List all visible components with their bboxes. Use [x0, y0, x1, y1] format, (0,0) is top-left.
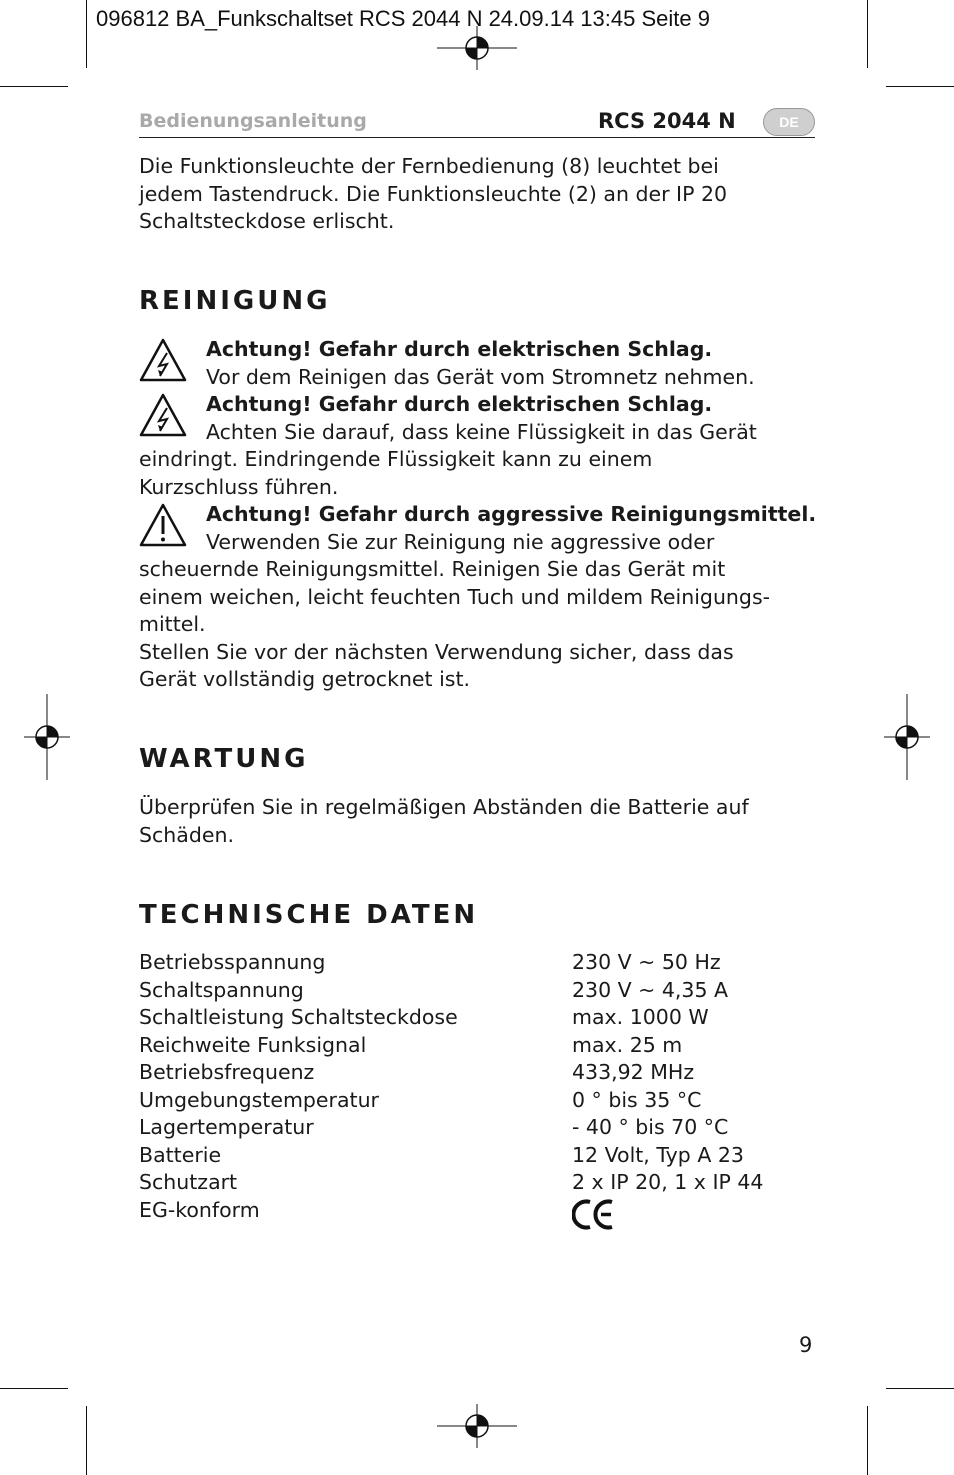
registration-mark-icon [884, 694, 930, 780]
text-line: Verwenden Sie zur Reinigung nie aggressive oder [206, 529, 715, 554]
crop-mark [867, 0, 868, 68]
language-badge: DE [763, 108, 815, 136]
crop-mark [867, 1406, 868, 1475]
text-line: Stellen Sie vor der nächsten Verwendung sicher, dass das [139, 639, 734, 664]
tech-label: Betriebsspannung [139, 950, 326, 974]
tech-row [139, 1142, 815, 1170]
tech-row [139, 1169, 815, 1197]
registration-mark-icon [437, 1404, 517, 1448]
text-line: Überprüfen Sie in regelmäßigen Abständen die Batterie auf [139, 795, 749, 819]
intro-paragraph [139, 153, 727, 236]
text-line: Kurzschluss führen. [139, 474, 339, 499]
model-label: RCS 2044 N [598, 109, 736, 133]
tech-value: 433,92 MHz [572, 1060, 695, 1084]
technical-heading: TECHNISCHE DATEN [139, 900, 479, 930]
tech-label: Umgebungstemperatur [139, 1087, 379, 1112]
tech-row [139, 1114, 815, 1142]
electric-shock-warning-icon [138, 337, 188, 383]
text-line: mittel. [139, 612, 206, 636]
tech-label: Schutzart [139, 1170, 238, 1194]
tech-value: 12 Volt, Typ A 23 [572, 1142, 744, 1167]
doc-type-label: Bedienungsanleitung [139, 110, 367, 132]
header-rule [139, 137, 815, 138]
warning-title: Achtung! Gefahr durch aggressive Reinigungsmittel. [206, 502, 817, 526]
text-line: Vor dem Reinigen das Gerät vom Stromnetz nehmen. [206, 364, 755, 389]
tech-row [139, 1059, 815, 1087]
tech-label: Schaltleistung Schaltsteckdose [139, 1005, 458, 1029]
registration-mark-icon [24, 694, 70, 780]
electric-shock-warning-icon [138, 392, 188, 438]
tech-label: Betriebsfrequenz [139, 1060, 315, 1084]
tech-label: Reichweite Funksignal [139, 1032, 367, 1057]
crop-mark [86, 1406, 87, 1475]
crop-mark [0, 86, 68, 87]
tech-row [139, 1004, 815, 1032]
warning-continuation [139, 556, 770, 694]
warning-continuation [139, 446, 652, 501]
crop-mark [0, 1388, 68, 1389]
ce-mark-icon [572, 1197, 616, 1231]
tech-value: 0 ° bis 35 °C [572, 1087, 702, 1112]
warning-title: Achtung! Gefahr durch elektrischen Schlag. [206, 392, 713, 416]
crop-mark [886, 1388, 954, 1389]
tech-row [139, 1197, 815, 1225]
tech-value: 230 V ~ 50 Hz [572, 950, 721, 974]
tech-row [139, 949, 815, 977]
text-line: Gerät vollständig getrocknet ist. [139, 667, 471, 691]
warning-block [206, 391, 757, 446]
print-header: 096812 BA_Funkschaltset RCS 2044 N 24.09.14 13:45 Seite 9 [96, 6, 710, 31]
warning-block [206, 501, 816, 556]
cleaning-heading: REINIGUNG [139, 286, 331, 316]
text-line: einem weichen, leicht feuchten Tuch und mildem Reinigungs- [139, 584, 771, 609]
tech-label: Batterie [139, 1142, 222, 1167]
warning-title: Achtung! Gefahr durch elektrischen Schlag. [206, 337, 713, 361]
registration-mark-icon [437, 26, 517, 70]
text-line: jedem Tastendruck. Die Funktionsleuchte (2) an der IP 20 [139, 181, 728, 206]
tech-value: 230 V ~ 4,35 A [572, 977, 729, 1002]
text-line: Die Funktionsleuchte der Fernbedienung (8) leuchtet bei [139, 154, 719, 178]
crop-mark [886, 86, 954, 87]
tech-value: max. 1000 W [572, 1005, 709, 1029]
tech-value: 2 x IP 20, 1 x IP 44 [572, 1170, 764, 1194]
tech-value: max. 25 m [572, 1032, 683, 1057]
tech-row [139, 1032, 815, 1060]
caution-warning-icon [138, 502, 188, 548]
text-line: scheuernde Reinigungsmittel. Reinigen Sie das Gerät mit [139, 557, 726, 581]
tech-row [139, 1087, 815, 1115]
text-line: Achten Sie darauf, dass keine Flüssigkeit in das Gerät [206, 419, 757, 444]
text-line: Schäden. [139, 822, 234, 847]
text-line: Schaltsteckdose erlischt. [139, 209, 395, 233]
crop-mark [86, 0, 87, 68]
tech-row [139, 977, 815, 1005]
maintenance-paragraph [139, 794, 749, 849]
page-number: 9 [799, 1333, 813, 1357]
maintenance-heading: WARTUNG [139, 744, 309, 774]
tech-value: - 40 ° bis 70 °C [572, 1115, 729, 1139]
text-line: eindringt. Eindringende Flüssigkeit kann zu einem [139, 447, 653, 471]
tech-label: EG-konform [139, 1197, 260, 1222]
tech-label: Lagertemperatur [139, 1115, 314, 1139]
warning-block [206, 336, 755, 391]
tech-label: Schaltspannung [139, 977, 304, 1002]
